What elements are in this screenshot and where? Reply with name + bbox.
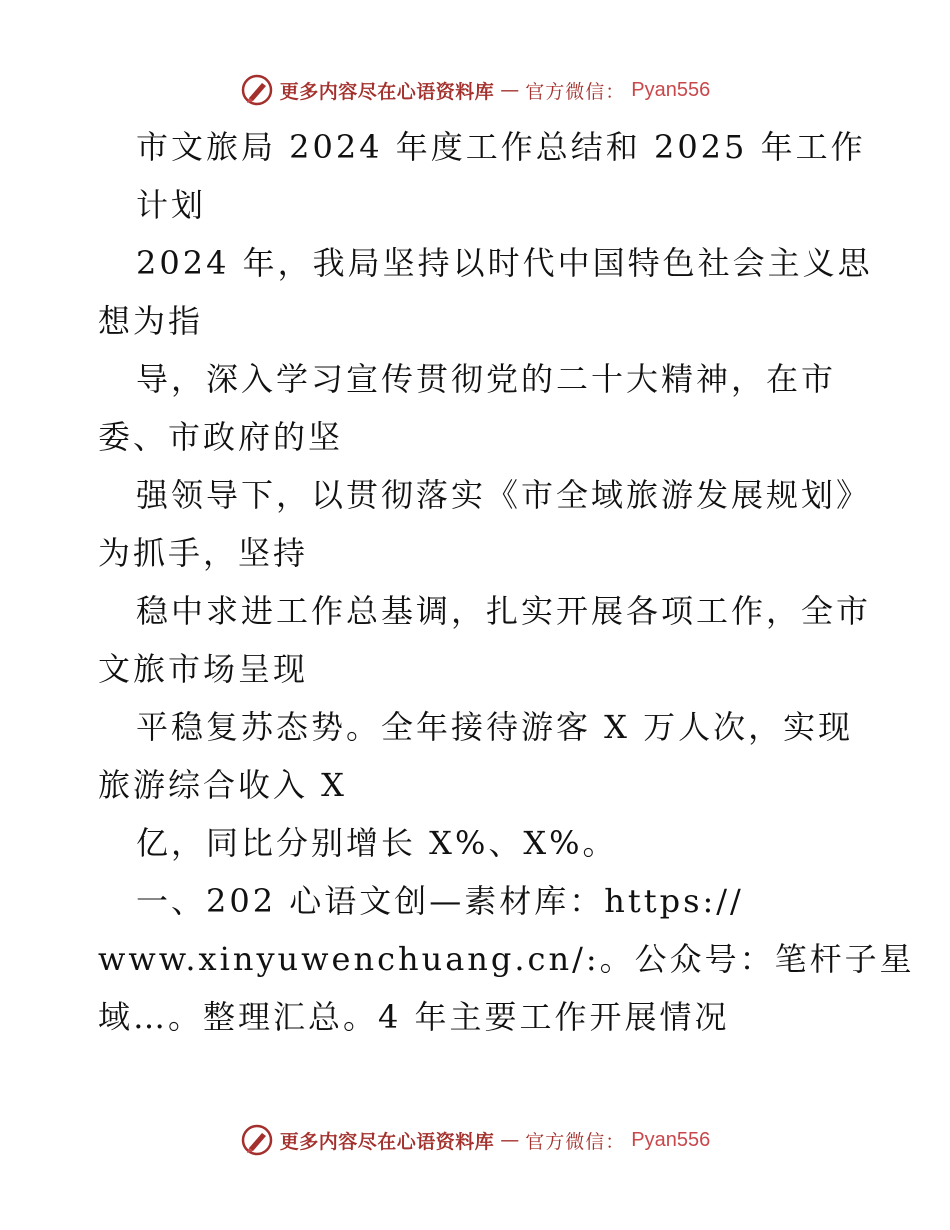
- banner-dash: —: [500, 1129, 520, 1151]
- paragraph-line: 委、市政府的坚: [98, 418, 344, 456]
- paragraph-line: 亿，同比分别增长 X%、X%。: [136, 824, 618, 862]
- paragraph-line: 稳中求进工作总基调，扎实开展各项工作，全市: [136, 592, 872, 630]
- paragraph-line: 旅游综合收入 X: [98, 766, 347, 804]
- document-body: [98, 118, 915, 1046]
- footer-watermark-banner: [0, 1120, 950, 1160]
- title-line-1: 市文旅局 2024 年度工作总结和 2025 年工作: [136, 128, 866, 166]
- url-line: www.xinyuwenchuang.cn/:。公众号：笔杆子星: [98, 940, 915, 978]
- banner-brand-text: 更多内容尽在心语资料库: [279, 1130, 495, 1153]
- paragraph-line: 想为指: [98, 302, 204, 340]
- pen-logo-icon: [240, 1123, 274, 1157]
- banner-wechat-id: Pyan556: [631, 78, 711, 101]
- paragraph-line: 2024 年，我局坚持以时代中国特色社会主义思: [136, 244, 873, 282]
- paragraph-line: 平稳复苏态势。全年接待游客 X 万人次，实现: [136, 708, 854, 746]
- paragraph-line: 导，深入学习宣传贯彻党的二十大精神，在市: [136, 360, 837, 398]
- paragraph-line: 强领导下，以贯彻落实《市全域旅游发展规划》: [136, 476, 872, 514]
- title-line-2: 计划: [136, 186, 207, 224]
- paragraph-line: 文旅市场呈现: [98, 650, 309, 688]
- banner-brand-text: 更多内容尽在心语资料库: [279, 80, 495, 103]
- paragraph-line: 为抓手，坚持: [98, 534, 309, 572]
- banner-dash: —: [500, 79, 520, 101]
- banner-wechat-label: 官方微信：: [525, 80, 626, 103]
- section-heading-line: 域…。整理汇总。4 年主要工作开展情况: [98, 998, 730, 1036]
- section-heading-line: 一、202 心语文创—素材库：https://: [136, 882, 744, 920]
- banner-wechat-label: 官方微信：: [525, 1130, 626, 1153]
- pen-logo-icon: [240, 73, 274, 107]
- banner-wechat-id: Pyan556: [631, 1128, 711, 1151]
- header-watermark-banner: [0, 70, 950, 110]
